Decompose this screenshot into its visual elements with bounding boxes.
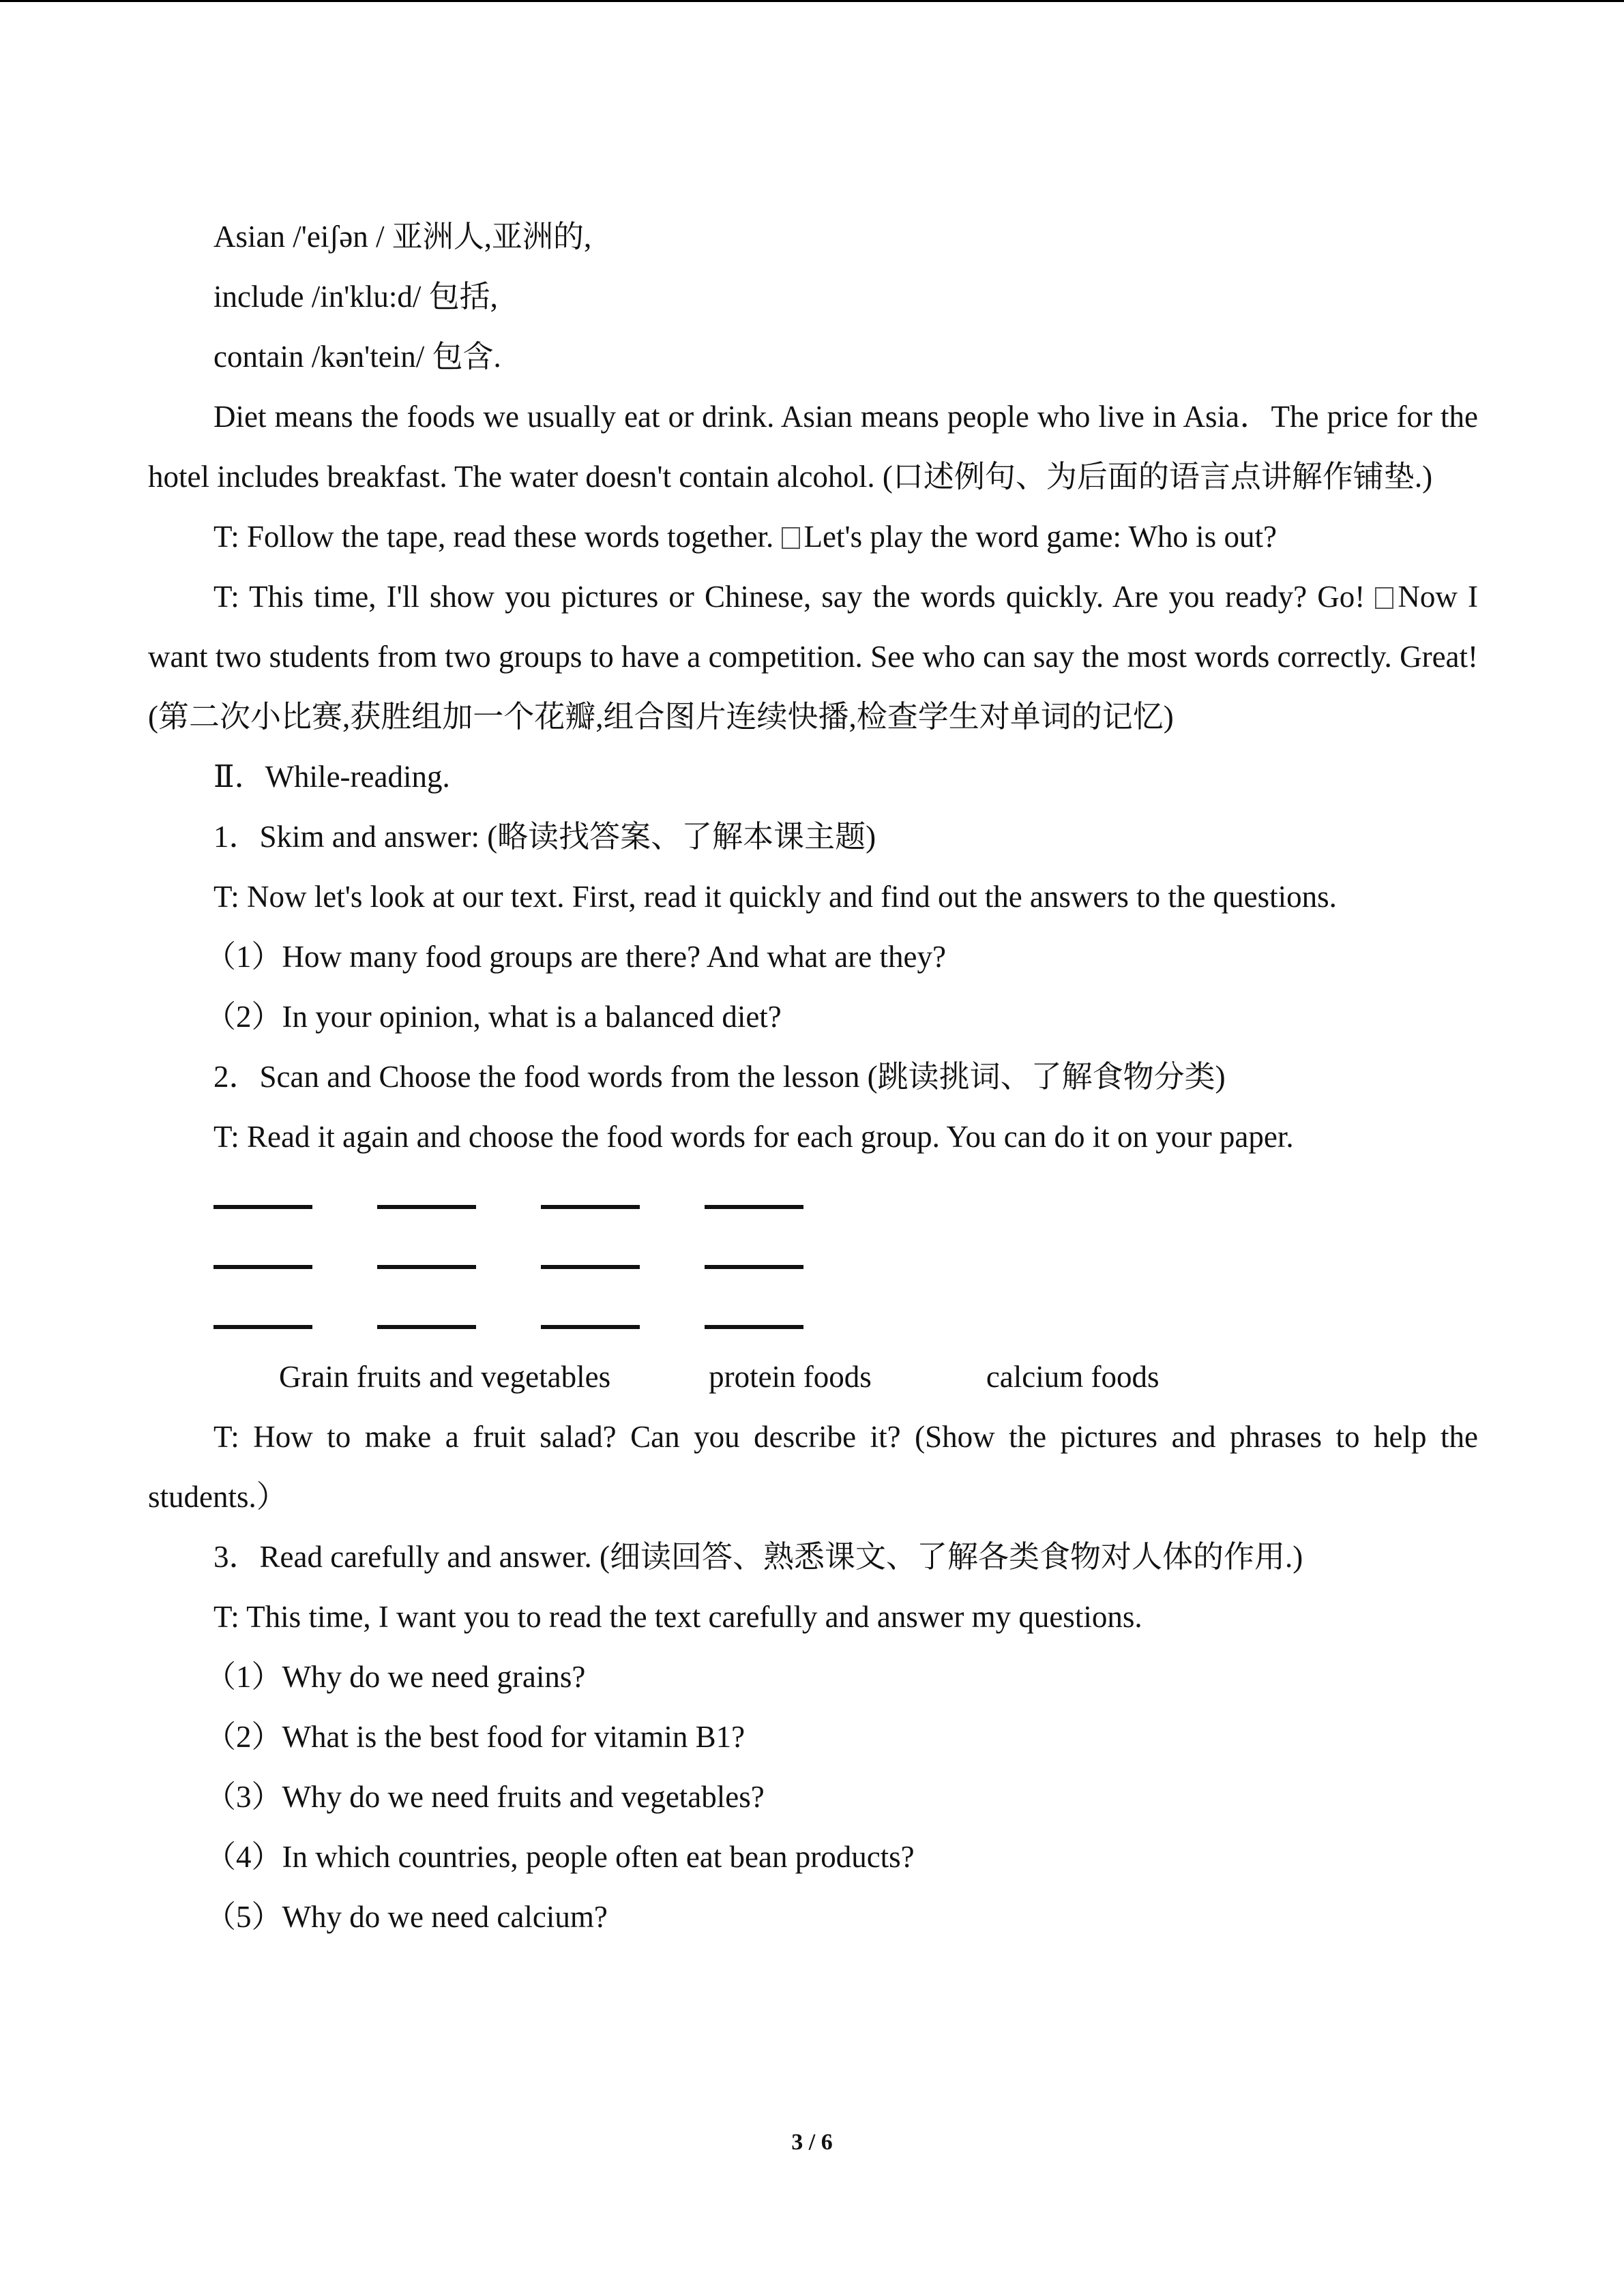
pictures-instruction — [148, 567, 1478, 747]
blank-row — [213, 1167, 1478, 1227]
blank-line[interactable] — [705, 1265, 803, 1269]
vocab-include: include /in'klu:d/ 包括, — [213, 280, 498, 314]
blank-line[interactable] — [377, 1205, 476, 1209]
skim-question: （2）In your opinion, what is a balanced diet? — [205, 1000, 782, 1034]
blank-line[interactable] — [377, 1265, 476, 1269]
skim-instruction: T: Now let's look at our text. First, read it quickly and find out the answers to the questions. — [213, 880, 1337, 914]
careful-instruction: T: This time, I want you to read the text carefully and answer my questions. — [213, 1600, 1142, 1634]
fill-in-blanks — [213, 1167, 1478, 1347]
missing-glyph-box — [1375, 587, 1393, 609]
careful-title: 3．Read carefully and answer. (细读回答、熟悉课文、了解各类食物对人体的作用.) — [213, 1540, 1303, 1574]
scan-title: 2．Scan and Choose the food words from the lesson (跳读挑词、了解食物分类) — [213, 1060, 1226, 1094]
blank-line[interactable] — [541, 1265, 640, 1269]
skim-title: 1．Skim and answer: (略读找答案、了解本课主题) — [213, 820, 876, 854]
food-categories — [148, 1347, 1478, 1407]
blank-line[interactable] — [541, 1325, 640, 1329]
scan-instruction: T: Read it again and choose the food words for each group. You can do it on your paper. — [213, 1120, 1294, 1154]
example-sentences: Diet means the foods we usually eat or drink. Asian means people who live in Asia．The price for the hotel includes breakfast. The water doesn't contain alcohol. (口述例句、为后面的语言点讲解作铺垫.) — [148, 400, 1478, 494]
blank-line[interactable] — [213, 1325, 312, 1329]
pictures-text-2: Now I want two students from two groups to have a competition. See who can say the most words correctly. Great! (第二次小比赛,获胜组加一个花瓣,组合图片连续快播,检查学生对单词的记忆) — [148, 580, 1479, 734]
blank-row — [213, 1287, 1478, 1347]
vocab-contain: contain /kən'tein/ 包含. — [213, 340, 501, 374]
tape-text-1: T: Follow the tape, read these words together. — [213, 520, 782, 554]
careful-question: （5）Why do we need calcium? — [205, 1900, 608, 1934]
blank-line[interactable] — [541, 1205, 640, 1209]
tape-text-2: Let's play the word game: Who is out? — [803, 520, 1277, 554]
skim-question: （1）How many food groups are there? And what are they? — [205, 940, 946, 974]
blank-line[interactable] — [705, 1205, 803, 1209]
category-calcium: calcium foods — [986, 1360, 1160, 1394]
blank-line[interactable] — [213, 1265, 312, 1269]
missing-glyph-box — [782, 527, 800, 549]
blank-line[interactable] — [705, 1325, 803, 1329]
page-number: 3 / 6 — [791, 2130, 833, 2155]
salad-prompt: T: How to make a fruit salad? Can you describe it? (Show the pictures and phrases to help the students.） — [148, 1420, 1478, 1514]
careful-question: （4）In which countries, people often eat bean products? — [205, 1840, 915, 1874]
pictures-text-1: T: This time, I'll show you pictures or Chinese, say the words quickly. Are you ready? Go! — [213, 580, 1376, 614]
section-heading: Ⅱ．While-reading. — [213, 760, 450, 794]
blank-line[interactable] — [377, 1325, 476, 1329]
category-grain: Grain fruits and vegetables — [279, 1360, 611, 1394]
category-protein: protein foods — [709, 1360, 872, 1394]
blank-row — [213, 1227, 1478, 1287]
careful-question: （1）Why do we need grains? — [205, 1660, 586, 1694]
page-content — [148, 207, 1478, 1947]
vocab-asian: Asian /'eiʃən / 亚洲人,亚洲的, — [213, 220, 592, 254]
careful-question: （2）What is the best food for vitamin B1? — [205, 1720, 745, 1754]
careful-question: （3）Why do we need fruits and vegetables? — [205, 1780, 765, 1814]
tape-instruction — [148, 507, 1478, 567]
blank-line[interactable] — [213, 1205, 312, 1209]
